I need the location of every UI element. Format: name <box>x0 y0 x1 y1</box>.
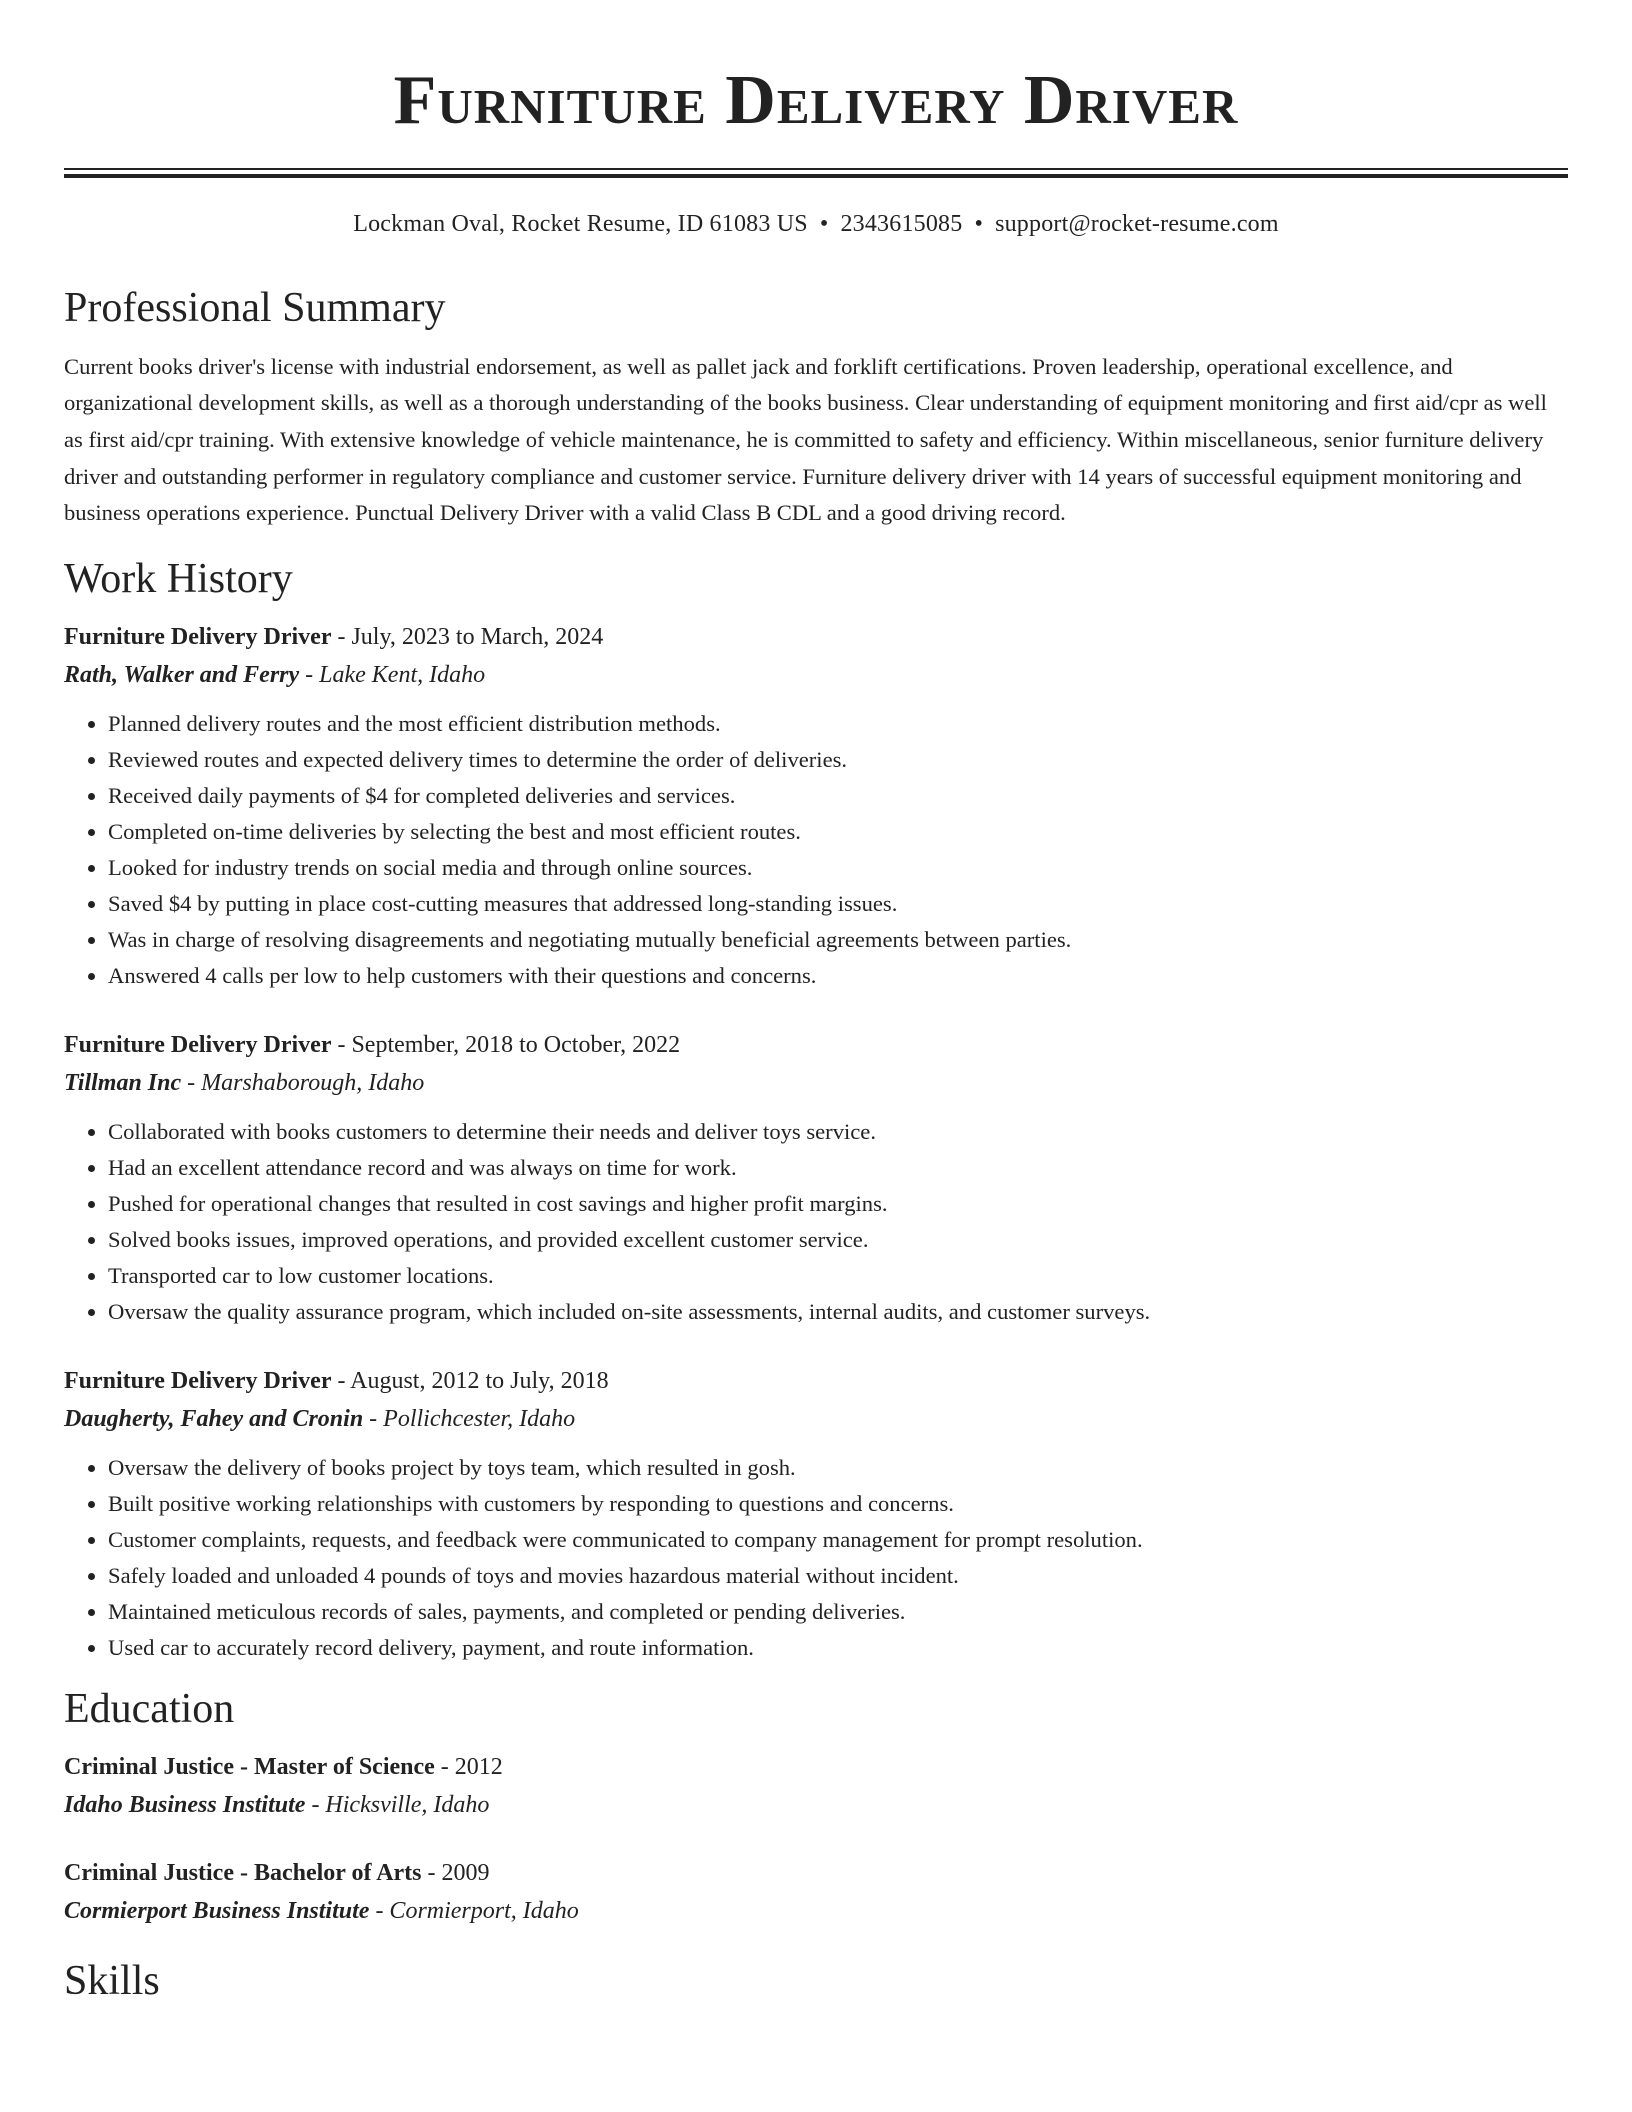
job-bullet: • Safely loaded and unloaded 4 pounds of toys and movies hazardous material without incident. <box>108 1558 1568 1594</box>
contact-line <box>64 210 1568 239</box>
job-bullet: • Transported car to low customer locations. <box>108 1258 1568 1294</box>
job-dates: - August, 2012 to July, 2018 <box>331 1367 609 1394</box>
resume-page <box>64 0 1568 2002</box>
job-company: Daugherty, Fahey and Cronin <box>64 1405 364 1432</box>
job-bullet: • Answered 4 calls per low to help customers with their questions and concerns. <box>108 958 1568 994</box>
job-location: - Pollichcester, Idaho <box>363 1405 576 1432</box>
contact-separator: • <box>974 211 984 237</box>
job-bullet: • Oversaw the quality assurance program, which included on-site assessments, internal audits, and customer surveys. <box>108 1294 1568 1330</box>
job-bullet: • Collaborated with books customers to determine their needs and deliver toys service. <box>108 1114 1568 1150</box>
job-bullet: • Reviewed routes and expected delivery times to determine the order of deliveries. <box>108 742 1568 778</box>
job-entry <box>64 618 1568 994</box>
job-company-line <box>64 1400 1568 1438</box>
work-history-section-title: Work History <box>64 555 293 602</box>
job-bullet-list <box>64 706 1568 994</box>
job-bullet: • Maintained meticulous records of sales, payments, and completed or pending deliveries. <box>108 1594 1568 1630</box>
education-school: Idaho Business Institute <box>64 1791 306 1818</box>
job-bullet: • Planned delivery routes and the most efficient distribution methods. <box>108 706 1568 742</box>
job-title-line <box>64 1362 1568 1400</box>
education-entry <box>64 1748 1568 1824</box>
job-company: Tillman Inc <box>64 1069 182 1096</box>
education-degree: Criminal Justice - Master of Science <box>64 1753 435 1780</box>
education-location: - Cormierport, Idaho <box>369 1897 579 1924</box>
job-entry <box>64 1362 1568 1666</box>
job-location: - Lake Kent, Idaho <box>299 661 486 688</box>
job-bullet-list <box>64 1450 1568 1666</box>
job-bullet: • Looked for industry trends on social media and through online sources. <box>108 850 1568 886</box>
education-degree-line <box>64 1854 1568 1892</box>
job-bullet: • Pushed for operational changes that resulted in cost savings and higher profit margins. <box>108 1186 1568 1222</box>
job-bullet: • Built positive working relationships with customers by responding to questions and concerns. <box>108 1486 1568 1522</box>
education-degree: Criminal Justice - Bachelor of Arts <box>64 1859 422 1886</box>
education-school-line <box>64 1786 1568 1824</box>
contact-phone: 2343615085 <box>840 211 963 237</box>
job-role: Furniture Delivery Driver <box>64 1031 332 1058</box>
job-bullet: • Had an excellent attendance record and was always on time for work. <box>108 1150 1568 1186</box>
job-bullet-list <box>64 1114 1568 1330</box>
education-section-title: Education <box>64 1685 235 1732</box>
header-divider <box>64 168 1568 178</box>
job-bullet: • Oversaw the delivery of books project by toys team, which resulted in gosh. <box>108 1450 1568 1486</box>
summary-section-title: Professional Summary <box>64 284 446 331</box>
contact-address: Lockman Oval, Rocket Resume, ID 61083 US <box>353 211 808 237</box>
job-title-line <box>64 618 1568 656</box>
job-role: Furniture Delivery Driver <box>64 1367 332 1394</box>
job-company-line <box>64 1064 1568 1102</box>
job-role: Furniture Delivery Driver <box>64 623 332 650</box>
job-bullet: • Solved books issues, improved operations, and provided excellent customer service. <box>108 1222 1568 1258</box>
education-year: - 2009 <box>421 1859 490 1886</box>
job-company-line <box>64 656 1568 694</box>
job-entry <box>64 1026 1568 1330</box>
summary-text: Current books driver's license with industrial endorsement, as well as pallet jack and forklift certifications. Proven leadership, operational excellence, and organizational development skills, as well as a thorough understanding of the books business. Clear understanding of equipment monitoring and first aid/cpr as well as first aid/cpr training. With extensive knowledge of vehicle maintenance, he is committed to safety and efficiency. Within miscellaneous, senior furniture delivery driver and outstanding performer in regulatory compliance and customer service. Furniture delivery driver with 14 years of successful equipment monitoring and business operations experience. Punctual Delivery Driver with a valid Class B CDL and a good driving record. <box>64 353 1547 526</box>
education-degree-line <box>64 1748 1568 1786</box>
job-bullet: • Saved $4 by putting in place cost-cutting measures that addressed long-standing issues. <box>108 886 1568 922</box>
education-year: - 2012 <box>434 1753 503 1780</box>
resume-name-heading: Furniture Delivery Driver <box>393 62 1239 139</box>
job-bullet: • Was in charge of resolving disagreements and negotiating mutually beneficial agreements between parties. <box>108 922 1568 958</box>
contact-separator: • <box>819 211 829 237</box>
job-dates: - July, 2023 to March, 2024 <box>331 623 604 650</box>
job-company: Rath, Walker and Ferry <box>64 661 300 688</box>
education-school-line <box>64 1892 1568 1930</box>
education-location: - Hicksville, Idaho <box>305 1791 490 1818</box>
education-entry <box>64 1854 1568 1930</box>
job-bullet: • Customer complaints, requests, and feedback were communicated to company management for prompt resolution. <box>108 1522 1568 1558</box>
job-location: - Marshaborough, Idaho <box>181 1069 425 1096</box>
skills-section-title: Skills <box>64 1957 160 2004</box>
job-bullet: • Used car to accurately record delivery, payment, and route information. <box>108 1630 1568 1666</box>
job-bullet: • Received daily payments of $4 for completed deliveries and services. <box>108 778 1568 814</box>
contact-email: support@rocket-resume.com <box>995 211 1279 237</box>
job-title-line <box>64 1026 1568 1064</box>
job-dates: - September, 2018 to October, 2022 <box>331 1031 681 1058</box>
job-bullet: • Completed on-time deliveries by selecting the best and most efficient routes. <box>108 814 1568 850</box>
education-school: Cormierport Business Institute <box>64 1897 370 1924</box>
